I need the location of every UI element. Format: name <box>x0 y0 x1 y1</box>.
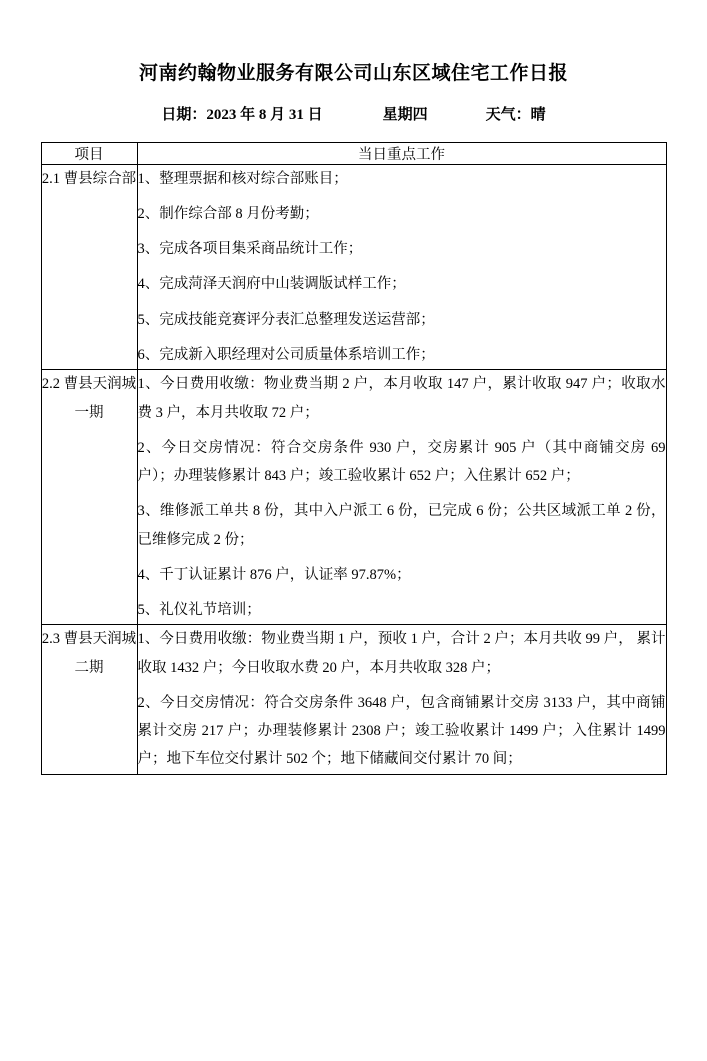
content-line: 2、制作综合部 8 月份考勤； <box>137 205 319 222</box>
page-title: 河南约翰物业服务有限公司山东区域住宅工作日报 <box>138 63 568 84</box>
document-page <box>0 62 707 1061</box>
document-meta <box>40 103 667 124</box>
content-line: 4、完成菏泽天润府中山装调版试样工作； <box>137 276 406 293</box>
column-header-item: 项目 <box>41 142 137 164</box>
content-line: 1、整理票据和核对综合部账目； <box>137 170 348 187</box>
content-line: 3、维修派工单共 8 份，其中入户派工 6 份，已完成 6 份；公共区域派工单 2 份，已维修完成 2 份； <box>137 503 666 548</box>
row-item-name: 2.3 曹县天润城二期 <box>41 625 137 774</box>
report-weekday: 星期四 <box>382 106 428 123</box>
content-line: 4、千丁认证累计 876 户，认证率 97.87%； <box>137 566 411 583</box>
content-line: 6、完成新入职经理对公司质量体系培训工作； <box>137 347 435 364</box>
column-header-content: 当日重点工作 <box>137 142 666 164</box>
row-item-name: 2.2 曹县天润城一期 <box>41 370 137 625</box>
table-header-row <box>41 142 666 164</box>
content-line: 5、完成技能竞赛评分表汇总整理发送运营部； <box>137 311 435 328</box>
table-row <box>41 370 666 625</box>
row-content <box>137 625 666 774</box>
report-weather: 天气：晴 <box>485 106 546 123</box>
content-line: 3、完成各项目集采商品统计工作； <box>137 241 363 258</box>
table-row <box>41 625 666 774</box>
report-date: 日期：2023 年 8 月 31 日 <box>161 106 323 123</box>
content-line: 2、今日交房情况：符合交房条件 3648 户，包含商铺累计交房 3133 户，其中商铺累计交房 217 户；办理装修累计 2308 户；竣工验收累计 1499 户；入住累计 1499 户；地下车位交付累计 502 个；地下储藏间交付累计 70 间； <box>137 694 666 768</box>
content-line: 2、今日交房情况：符合交房条件 930 户，交房累计 905 户（其中商铺交房 69 户）；办理装修累计 843 户；竣工验收累计 652 户；入住累计 652 户； <box>137 439 666 485</box>
content-line: 1、今日费用收缴：物业费当期 1 户，预收 1 户，合计 2 户；本月共收 99 户， 累计收取 1432 户；今日收取水费 20 户，本月共收取 328 户； <box>137 631 666 676</box>
row-item-name: 2.1 曹县综合部 <box>41 164 137 370</box>
row-content <box>137 164 666 370</box>
daily-report-table <box>41 142 667 775</box>
row-content <box>137 370 666 625</box>
content-line: 1、今日费用收缴：物业费当期 2 户，本月收取 147 户，累计收取 947 户；收取水费 3 户，本月共收取 72 户； <box>137 376 666 421</box>
table-row <box>41 164 666 370</box>
content-line: 5、礼仪礼节培训； <box>137 602 261 619</box>
